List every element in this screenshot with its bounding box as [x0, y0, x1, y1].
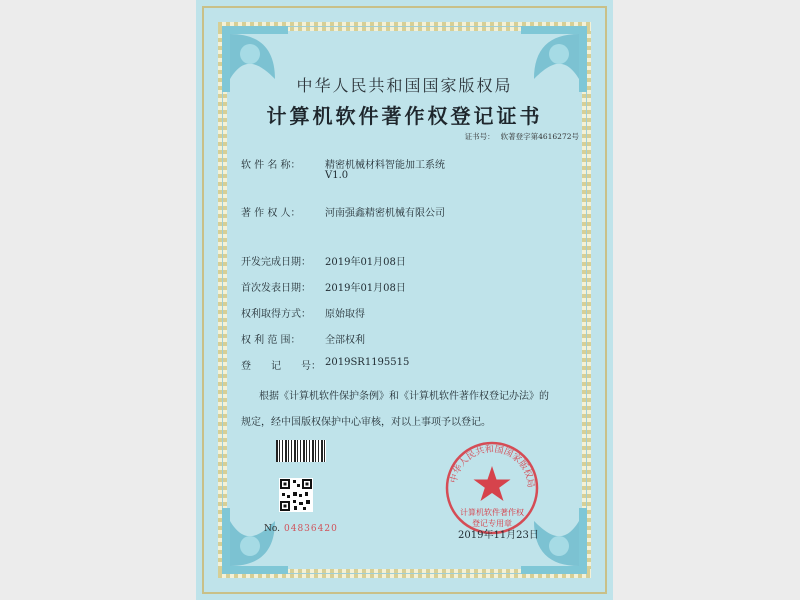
certificate-number [465, 131, 579, 142]
rights-scope-label: 权 利 范 围： [241, 335, 301, 346]
completion-date-label: 开发完成日期： [241, 257, 311, 268]
barcode-icon [276, 440, 326, 462]
registration-number-label: 登 记 号： [241, 361, 321, 372]
certificate-title: 计算机软件著作权登记证书 [266, 104, 543, 128]
seal-line-2: 登记专用章 [472, 519, 512, 528]
certificate-number-label: 证书号： [464, 132, 495, 141]
publication-date-value: 2019年01月08日 [325, 283, 406, 294]
seal-line-1: 计算机软件著作权 [460, 508, 524, 517]
acquisition-method-value: 原始取得 [325, 309, 365, 320]
certificate [196, 0, 613, 600]
statement-line-2: 规定，经中国版权保护中心审核，对以上事项予以登记。 [241, 417, 491, 428]
serial-number-label: No. [264, 524, 280, 534]
software-version-value: V1.0 [325, 170, 349, 181]
software-name-value: 精密机械材料智能加工系统 [325, 160, 445, 171]
qr-code-icon [279, 478, 313, 512]
issue-date: 2019年11月23日 [458, 530, 539, 541]
software-name-label: 软 件 名 称： [241, 160, 301, 171]
certificate-number-value: 软著登字第4616272号 [500, 132, 579, 141]
registration-number-value: 2019SR1195515 [325, 357, 410, 368]
rights-scope-value: 全部权利 [325, 335, 365, 346]
copyright-owner-label: 著 作 权 人： [241, 208, 301, 219]
serial-number-value: 04836420 [284, 524, 338, 534]
copyright-owner-value: 河南强鑫精密机械有限公司 [325, 208, 445, 219]
seal-ring-text: 中华人民共和国国家版权局 [449, 444, 536, 489]
corner-ornament-icon [220, 506, 290, 576]
acquisition-method-label: 权利取得方式： [241, 309, 311, 320]
completion-date-value: 2019年01月08日 [325, 257, 406, 268]
publication-date-label: 首次发表日期： [241, 283, 311, 294]
statement-line-1: 根据《计算机软件保护条例》和《计算机软件著作权登记办法》的 [259, 391, 549, 402]
issuing-authority: 中华人民共和国国家版权局 [296, 76, 513, 95]
